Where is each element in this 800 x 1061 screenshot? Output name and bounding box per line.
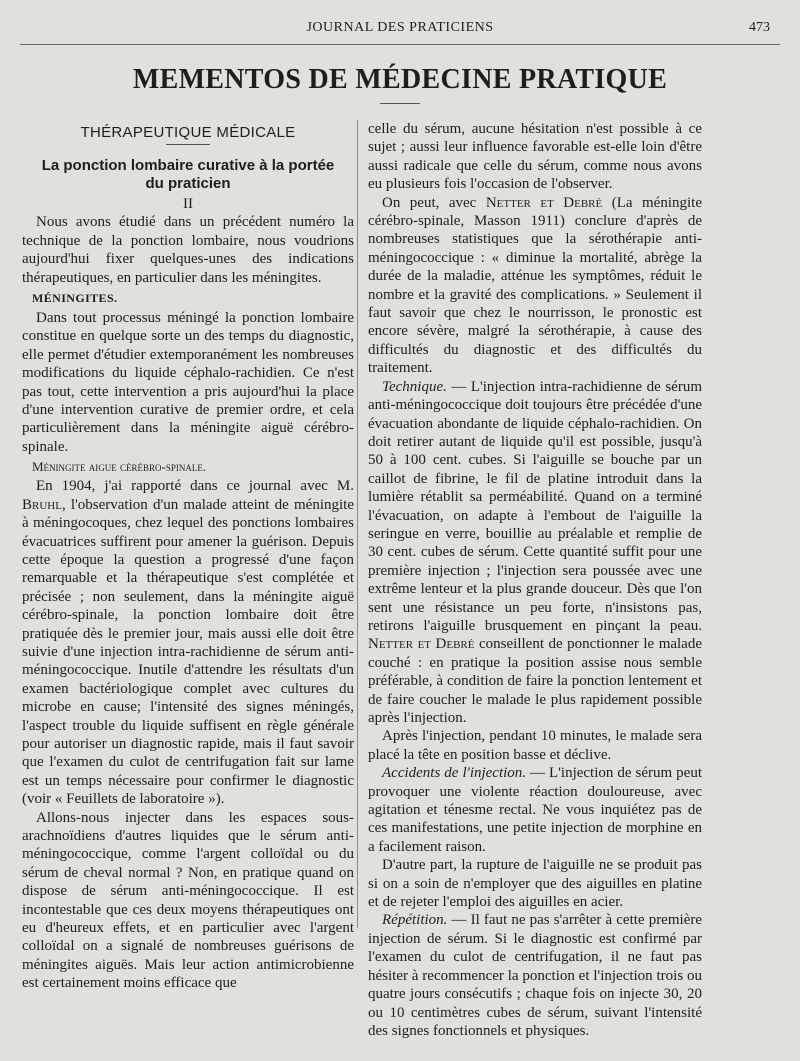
paragraph-1904: [22, 477, 354, 808]
section-heading: THÉRAPEUTIQUE MÉDICALE: [80, 124, 296, 141]
left-column: [22, 120, 354, 993]
paragraph-serum-continued: celle du sérum, aucune hésitation n'est possible à ce sujet ; aussi leur influence favorable est-elle loin d'être aussi radicale que celle du sérum, comme nous avons eu plusieurs fois l'occasion de l'observer.: [368, 121, 702, 193]
heading-meningites: MÉNINGITES.: [32, 291, 118, 306]
paragraph-1904-start: En 1904, j'ai rapporté dans ce journal avec M.: [36, 478, 354, 495]
journal-title: JOURNAL DES PRATICIENS: [306, 20, 494, 35]
repetition-label: Répétition.: [382, 912, 448, 929]
main-title: MEMENTOS DE MÉDECINE PRATIQUE: [132, 64, 668, 95]
page-number: 473: [749, 20, 770, 35]
paragraph-netter-rest: (La méningite cérébro-spinale, Masson 1911) conclure d'après de nombreuses statistiques que la sérothérapie anti-méningococcique : « diminue la mortalité, abrège la durée de la maladie, atténue les symptômes, réduit le nombre et la gravité des complications. » Seulement il faut savoir que chez le nourrisson, le pronostic est encore sévère, malgré la sérothérapie, à cause des difficultés du diagnostic et des difficultés du traitement.: [368, 194, 702, 377]
repetition-text: — Il faut ne pas s'arrêter à cette première injection de sérum. Si le diagnostic est confirmé par l'examen du culot de centrifugation, il ne faut pas hésiter à recommencer la ponction et l'injection trois ou quatre jours consécutifs ; chaque fois on injecte 30, 20 ou 10 centimètres cubes de sérum, suivant l'intensité des signes fonctionnels et physiques.: [368, 912, 702, 1039]
title-rule: [380, 103, 420, 104]
section-rule: [166, 144, 210, 145]
paragraph-repetition: [368, 911, 702, 1040]
header-rule: [20, 44, 780, 45]
intro-paragraph: Nous avons étudié dans un précédent numéro la technique de la ponction lombaire, nous voudrions aujourd'hui fixer quelques-unes des indications thérapeutiques, en particulier dans les méningites.: [22, 214, 354, 286]
paragraph-rupture: D'autre part, la rupture de l'aiguille ne se produit pas si on a soin de n'employer que des aiguilles en platine et de rejeter l'emploi des aiguilles en acier.: [368, 857, 702, 911]
author-bruhl: Bruhl: [22, 496, 62, 513]
article-title: La ponction lombaire curative à la portée du praticien: [41, 157, 335, 193]
paragraph-technique: [368, 378, 702, 728]
authors-netter-debre: Netter et Debré: [485, 194, 603, 211]
meningites-paragraph: Dans tout processus méningé la ponction lombaire constitue en quelque sorte un des temps du diagnostic, elle permet d'étudier extemporanément les nombreuses modifications du liquide céphalo-rachidien. Ce n'est pas tout, cette intervention a pris aujourd'hui la place d'une intervention curative de premier ordre, et cela particulièrement dans la méningite aiguë cérébro-spinale.: [22, 310, 354, 455]
technique-text: — L'injection intra-rachidienne de sérum anti-méningococcique doit toujours être précédée d'une évacuation abondante de liquide céphalo-rachidien. On doit retirer autant de liquide qu'il est possible, jusqu'à 50 à 100 cent. cubes. Si l'aiguille se bouche par un caillot de fibrine, le fil de platine introduit dans la lumière rétablit sa perméabilité. Quand on a terminé l'évacuation, on adapte à l'embout de l'aiguille la seringue en verre, bouillie au préalable et remplie de 30 cent. cubes de sérum. Cette quantité suffit pour une première injection ; l'injection sera poussée avec une extrême lenteur et la plus grande douceur. Dès que l'on sent une résistance un peu forte, n'insistons pas, retirons l'aiguille brusquement en pinçant la peau.: [368, 378, 702, 634]
paragraph-netter-debre: [368, 194, 702, 378]
running-head: [30, 20, 770, 40]
accidents-label: Accidents de l'injection.: [382, 765, 527, 782]
column-divider: [357, 120, 358, 928]
technique-label: Technique.: [382, 378, 447, 395]
paragraph-allons: Allons-nous injecter dans les espaces sous-arachnoïdiens d'autres liquides que le sérum anti-méningococcique, comme l'argent colloïdal ou du sérum de cheval normal ? Non, en pratique quand on dispose de sérum anti-méningococcique. Il est incontestable que ces deux moyens thérapeutiques ont eu d'heureux effets, et en particulier avec l'argent colloïdal on a signalé de nombreuses guérisons de méningites aiguës. Mais leur action antimicrobienne est certainement moins efficace que: [22, 809, 354, 992]
paragraph-1904-rest: , l'observation d'un malade atteint de méningite à méningocoques, chez lequel des ponctions lombaires évacuatrices suffirent pour amener la guérison. Depuis cette époque la question a progressé d'une façon remarquable et la thérapeutique s'est complétée et précisée ; non seulement, dans la méningite aiguë cérébro-spinale, la ponction lombaire doit être pratiquée dès le premier jour, mais aussi elle doit être suivie d'une injection intra-rachidienne de sérum anti-méningococcique. Inutile d'attendre les résultats d'un examen bactériologique complet avec cultures du microbe en cause; l'intensité des signes méningés, l'aspect trouble du liquide suffisent en règle générale pour autoriser un diagnostic rapide, mais il faut savoir que l'examen du culot de centrifugation fait sur lame est un temps nécessaire pour confirmer le diagnostic (voir « Feuillets de laboratoire »).: [22, 496, 354, 808]
paragraph-netter-start: On peut, avec: [382, 194, 486, 211]
article-part-number: II: [183, 196, 193, 213]
heading-meningite-cerebro-spinale: Méningite aigue cérébro-spinale.: [32, 459, 207, 475]
paragraph-accidents: [368, 764, 702, 856]
accidents-text: — L'injection de sérum peut provoquer une violente réaction douloureuse, avec agitation et ténesme rectal. Ne vous inquiétez pas de ces manifestations, une petite injection de morphine en a facilement raison.: [368, 765, 702, 855]
paragraph-apres-injection: Après l'injection, pendant 10 minutes, le malade sera placé la tête en position basse et déclive.: [368, 728, 702, 763]
authors-netter-debre-2: Netter et Debré: [368, 636, 475, 653]
technique-text-rest: conseillent de ponctionner le malade couché : en pratique la position assise nous semble préférable, à condition de faire la ponction lentement et de faire coucher le malade le plus rapidement possible après l'injection.: [368, 636, 703, 726]
right-column: [368, 120, 702, 1040]
